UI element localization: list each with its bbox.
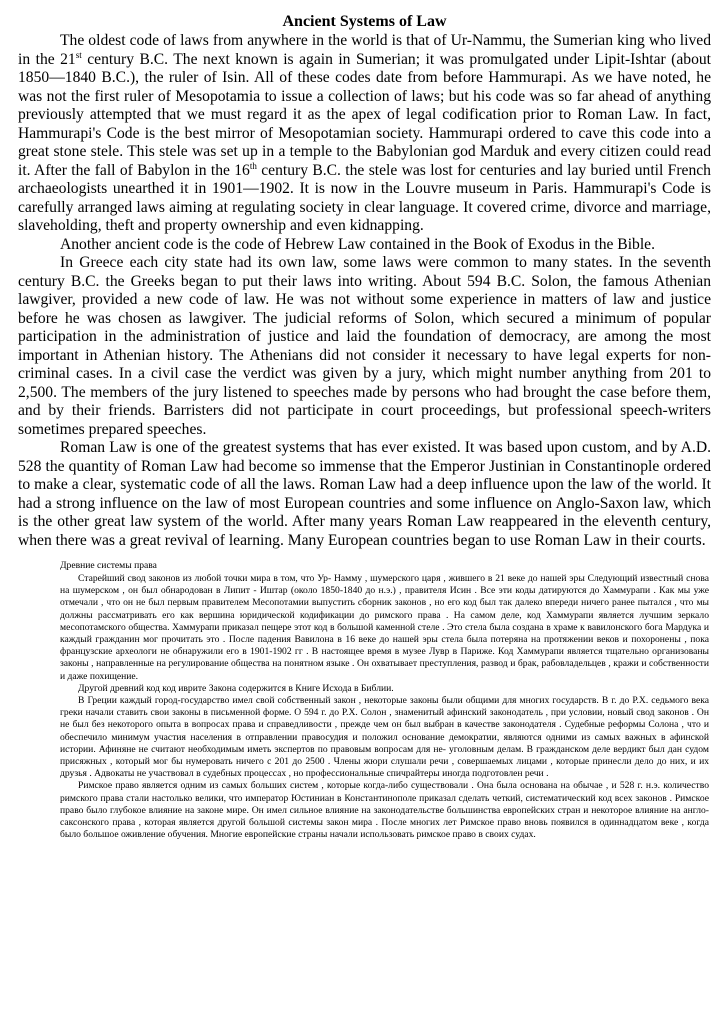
russian-translation: [18, 560, 711, 841]
english-paragraph-1-part-b: century B.C. The next known is again in Sumerian; it was promulgated under Lipit-Ishtar (about 1850—1840 B.C.), the ruler of Isin. All of these codes date from before Hammurapi. As we have noted, he was not the first ruler of Mesopotamia to issue a collection of laws; but his code was so far ahead of anything previously attempted that we must regard it as the apex of legal codification prior to Roman Law. In fact, Hammurapi's Code is the best mirror of Mesopotamian society. Hammurapi ordered to cave this code into a great stone stele. This stele was set up in a temple to the Babylonian god Marduk and every citizen could read it. After the fall of Babylon in the 16: [18, 50, 711, 179]
english-paragraph-1: [18, 32, 711, 236]
russian-paragraph-4: Римское право является одним из самых больших систем , которые когда-либо существовали . Она была основана на обычае , и 528 г. н.э. количество римского права стали настолько велики, что император Юстиниан в Константинополе приказал сделать четкий, систематический код всех законов . Римское право было глубокое влияние на законе мире. Он имел сильное влияние на законодательстве большинства европейских стран и некоторое влияние на англо-саксонского права , которая является другой большой системы закон мира . После многих лет Римское право вновь появился в одиннадцатом веке , когда было большое оживление обучения. Многие европейские страны начали использовать римское право в своих судах.: [60, 780, 709, 841]
superscript-th: th: [249, 160, 257, 171]
russian-title: Древние системы права: [60, 560, 157, 571]
english-paragraph-1-part-c: century B.C. the stele was lost for centuries and lay buried until French archaeologists unearthed it in 1901—1902. It is now in the Louvre museum in Paris. Hammurapi's Code is carefully arranged laws aiming at regulating society in clear language. It covered crime, divorce and marriage, slaveholding, theft and property ownership and even kidnapping.: [18, 161, 711, 234]
english-paragraph-2: Another ancient code is the code of Hebrew Law contained in the Book of Exodus in the Bible.: [60, 235, 655, 253]
russian-paragraph-3: В Греции каждый город-государство имел свой собственный закон , некоторые законы были общими для многих государств. В г. до Р.Х. седьмого века греки начали ставить свои законы в письменной форме. О 594 г. до Р.Х. Солон , знаменитый афинский законодатель , при условии, новый свод законов . Он не был без некоторого опыта в вопросах права и справедливости , прежде чем он был выбран в качестве законодателя . Судебные реформы Солона , что и обеспечило минимум участия населения в отправлении правосудия и положил основание демократии, являются одними из самых важных в афинской истории. Афиняне не считают необходимым иметь экспертов по правовым вопросам для не- уголовным делам. В гражданском деле вердикт был дан судом присяжных , который мог бы нумеровать ничего с 201 до 2500 . Члены жюри слушали речи , совершаемых лицами , которые принесли дело до них, и их друзья . Адвокаты не участвовал в судебных процессах , но профессиональные спичрайтеры иногда подготовлен речи .: [60, 695, 709, 780]
english-paragraph-4: Roman Law is one of the greatest systems that has ever existed. It was based upon custom, and by A.D. 528 the quantity of Roman Law had become so immense that the Emperor Justinian in Constantinople ordered to make a clear, systematic code of all the laws. Roman Law had a deep influence upon the law of the world. It had a strong influence on the law of most European countries and some influence on Anglo-Saxon law, which is the other great law system of the world. After many years Roman Law reappeared in the eleventh century, when there was a great revival of learning. Many European countries began to use Roman Law in their courts.: [18, 439, 711, 549]
russian-paragraph-2: Другой древний код код иврите Закона содержится в Книге Исхода в Библии.: [78, 682, 394, 694]
english-paragraph-3: In Greece each city state had its own law, some laws were common to many states. In the seventh century B.C. the Greeks began to put their laws into writing. About 594 B.C. Solon, the famous Athenian lawgiver, provided a new code of law. He was not without some experience in matters of law and justice before he was chosen as lawgiver. The judicial reforms of Solon, which secured a minimum of popular participation in the administration of justice and laid the foundation of democracy, are among the most important in Athenian history. The Athenians did not consider it necessary to have legal experts for non-criminal cases. In a civil case the verdict was given by a jury, which might number anything from 201 to 2,500. The members of the jury listened to speeches made by persons who had brought the case before them, and by their friends. Barristers did not participate in court proceedings, but professional speech-writers sometimes prepared speeches.: [18, 254, 711, 438]
russian-paragraph-1: Старейший свод законов из любой точки мира в том, что Ур- Намму , шумерского царя , жившего в 21 веке до нашей эры Следующий известный снова на шумерском , он был обнародован в Липит - Иштар (около 1850-1840 до н.э.) , правителя Исин . Все эти коды датируются до Хаммурапи . Как мы уже отмечали , что он не был первым правителем Месопотамии выпустить сборник законов , но его код был так далеко впереди ничего ранее пытался , что мы должны рассматривать его как вершина юридической кодификации до римского права . На самом деле, код Хаммурапи является лучшим зеркало месопотамского общества. Хаммурапи приказал пещере этот код в большой каменной стеле . Это стела была создана в храме к вавилонского бога Мардука и каждый гражданин мог прочитать это . После падения Вавилона в 16 веке до нашей эры стела была потеряна на протяжении веков и похоронены , пока французские археологи не обнаружили его в 1901-1902 гг . В настоящее время в музее Лувр в Париже. Код Хаммурапи является тщательно организованы законы , направленные на регулирование общества на понятном языке . Он охватывает преступления, развод и брак, рабовладельцев , кражи и собственности и даже похищение.: [60, 573, 709, 682]
english-paragraph-1-part-a: The oldest code of laws from anywhere in the world is that of Ur-Nammu, the Sumerian king who lived in the 21: [18, 32, 711, 68]
english-text: [18, 32, 711, 550]
document-title: Ancient Systems of Law: [282, 13, 447, 30]
superscript-st: st: [75, 49, 82, 60]
